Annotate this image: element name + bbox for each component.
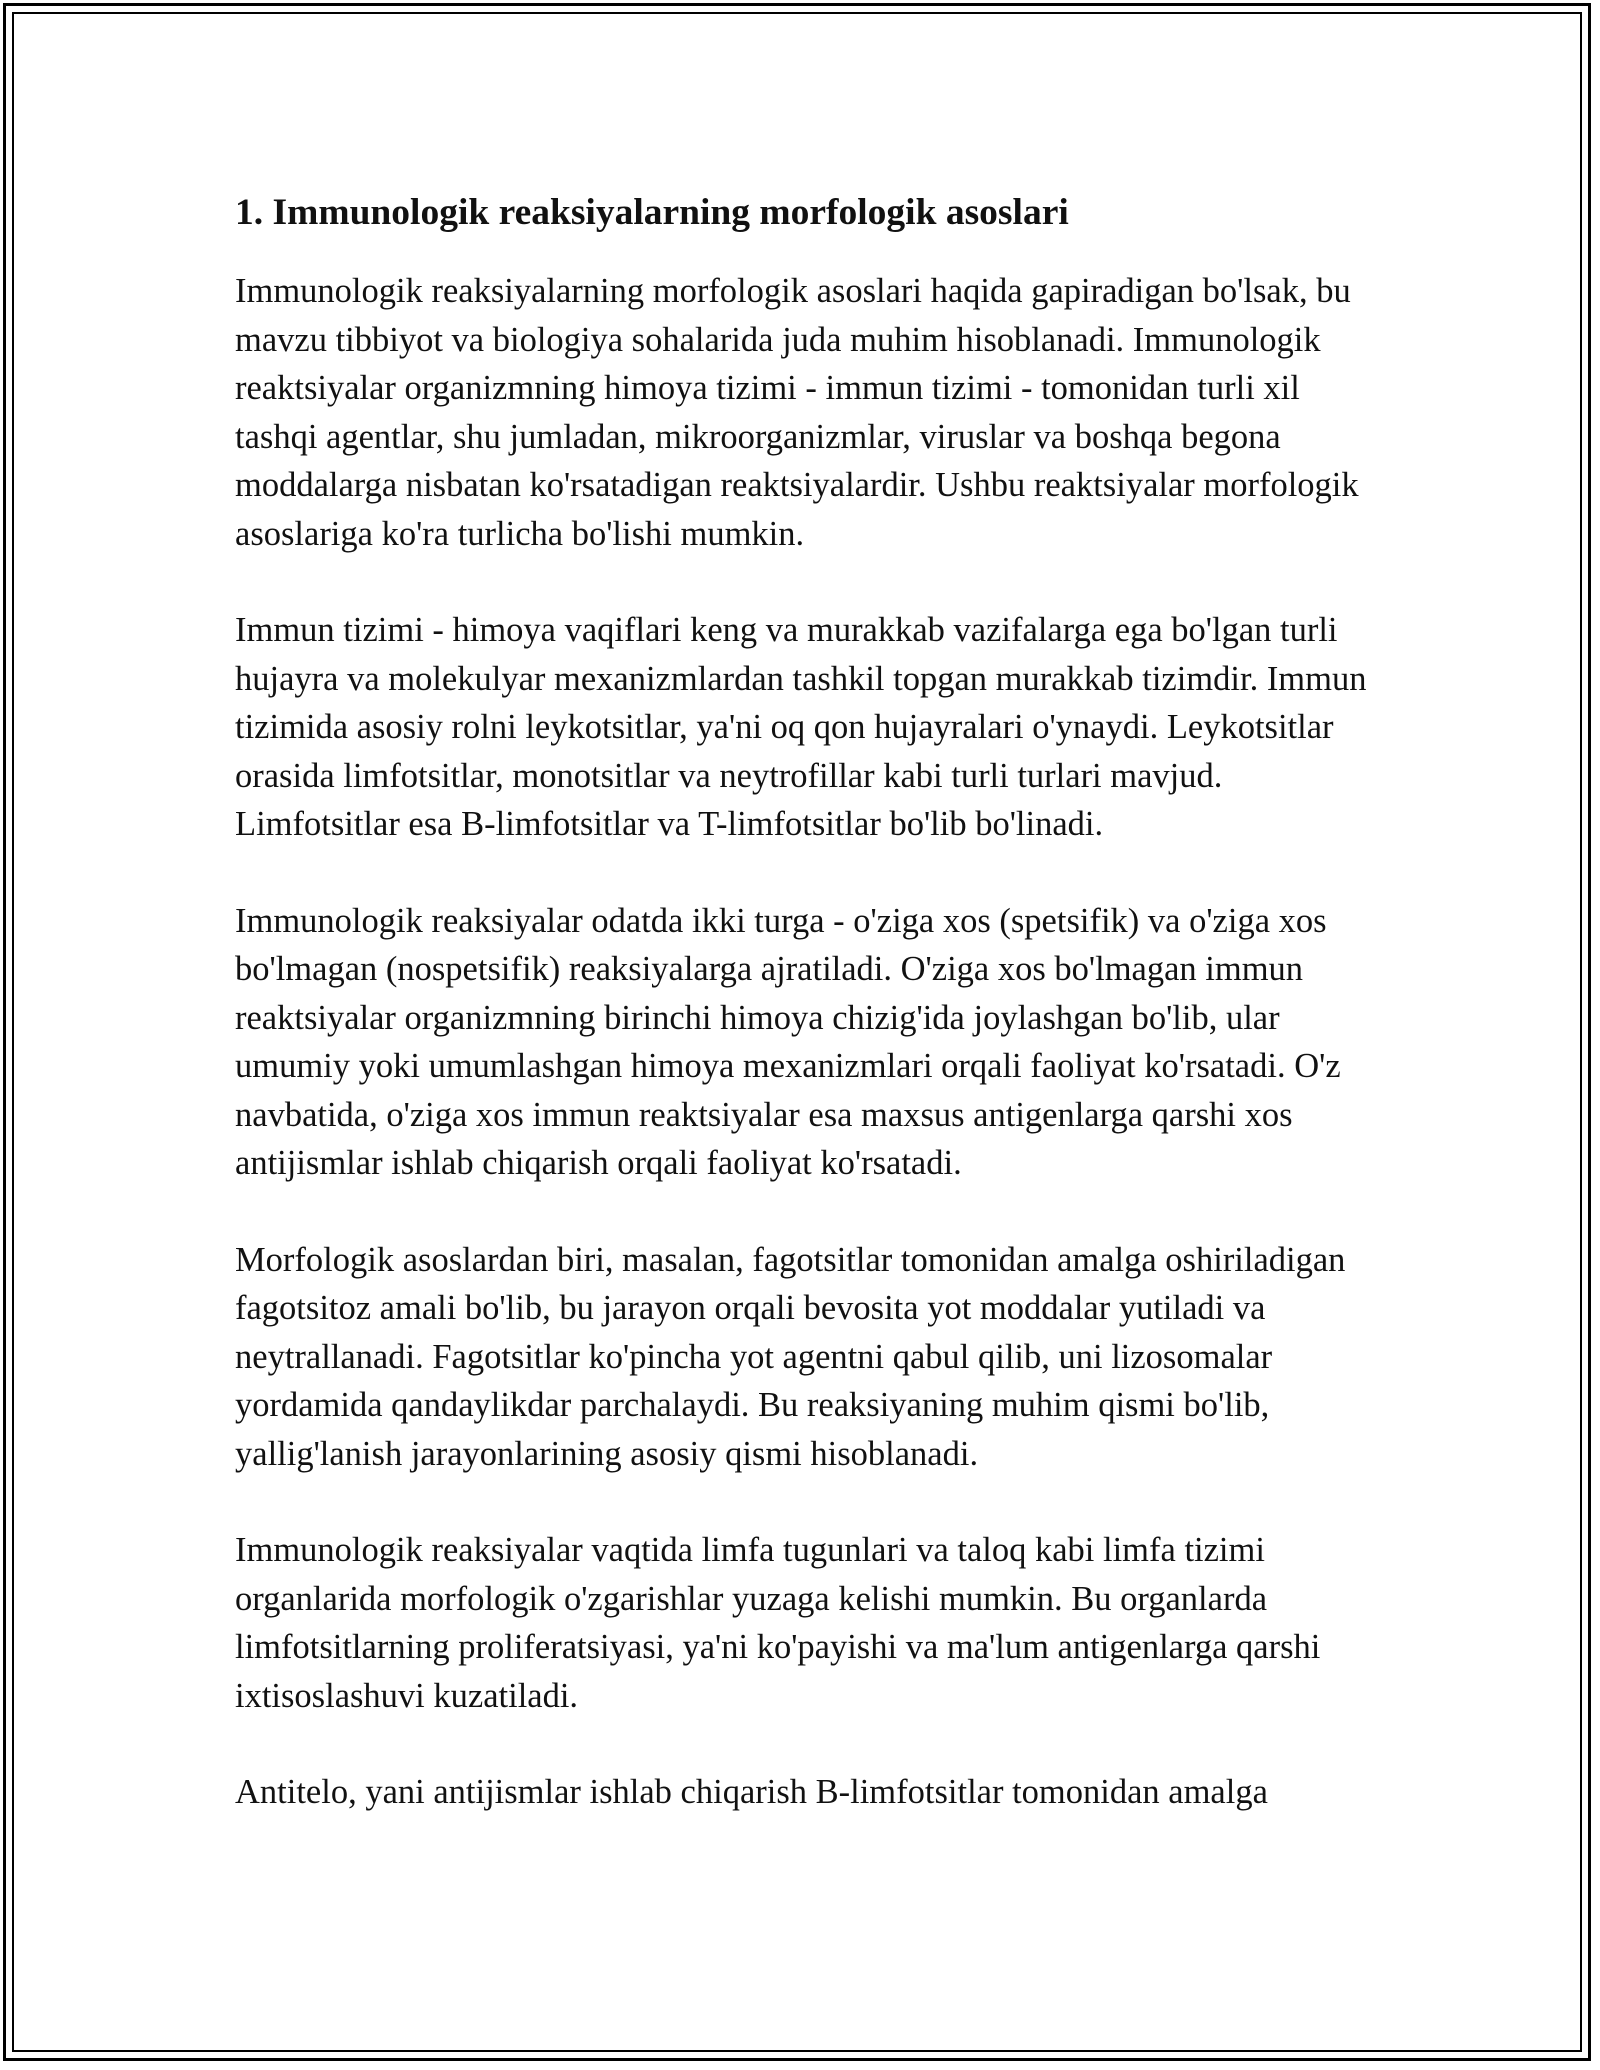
section-heading: 1. Immunologik reaksiyalarning morfologik asoslari [235,192,1069,233]
paragraph-immune-system: Immun tizimi - himoya vaqiflari keng va murakkab vazifalarga ega bo'lgan turli hujayra va molekulyar mexanizmlardan tashkil topgan murakkab tizimdir. Immun tizimida asosiy rolni leykotsitlar, ya'ni oq qon hujayralari o'ynaydi. Leykotsitlar orasida limfotsitlar, monotsitlar va neytrofillar kabi turli turlari mavjud. Limfotsitlar esa B-limfotsitlar va T-limfotsitlar bo'lib bo'linadi. [235,611,1367,843]
paragraph-antibodies: Antitelo, yani antijismlar ishlab chiqarish B-limfotsitlar tomonidan amalga [235,1773,1268,1811]
document-body [235,185,1385,1817]
paragraph-reaction-types: Immunologik reaksiyalar odatda ikki turga - o'ziga xos (spetsifik) va o'ziga xos bo'lmagan (nospetsifik) reaksiyalarga ajratiladi. O'ziga xos bo'lmagan immun reaktsiyalar organizmning birinchi himoya chizig'ida joylashgan bo'lib, ular umumiy yoki umumlashgan himoya mexanizmlari orqali faoliyat ko'rsatadi. O'z navbatida, o'ziga xos immun reaktsiyalar esa maxsus antigenlarga qarshi xos antijismlar ishlab chiqarish orqali faoliyat ko'rsatadi. [235,901,1341,1182]
paragraph-intro: Immunologik reaksiyalarning morfologik asoslari haqida gapiradigan bo'lsak, bu mavzu tibbiyot va biologiya sohalarida juda muhim hisoblanadi. Immunologik reaktsiyalar organizmning himoya tizimi - immun tizimi - tomonidan turli xil tashqi agentlar, shu jumladan, mikroorganizmlar, viruslar va boshqa begona moddalarga nisbatan ko'rsatadigan reaktsiyalardir. Ushbu reaktsiyalar morfologik asoslariga ko'ra turlicha bo'lishi mumkin. [235,272,1359,553]
paragraph-lymph-organs: Immunologik reaksiyalar vaqtida limfa tugunlari va taloq kabi limfa tizimi organlarida morfologik o'zgarishlar yuzaga kelishi mumkin. Bu organlarda limfotsitlarning proliferatsiyasi, ya'ni ko'payishi va ma'lum antigenlarga qarshi ixtisoslashuvi kuzatiladi. [235,1531,1321,1715]
paragraph-phagocytosis: Morfologik asoslardan biri, masalan, fagotsitlar tomonidan amalga oshiriladigan fagotsitoz amali bo'lib, bu jarayon orqali bevosita yot moddalar yutiladi va neytrallanadi. Fagotsitlar ko'pincha yot agentni qabul qilib, uni lizosomalar yordamida qandaylikdar parchalaydi. Bu reaksiyaning muhim qismi bo'lib, yallig'lanish jarayonlarining asosiy qismi hisoblanadi. [235,1240,1346,1473]
